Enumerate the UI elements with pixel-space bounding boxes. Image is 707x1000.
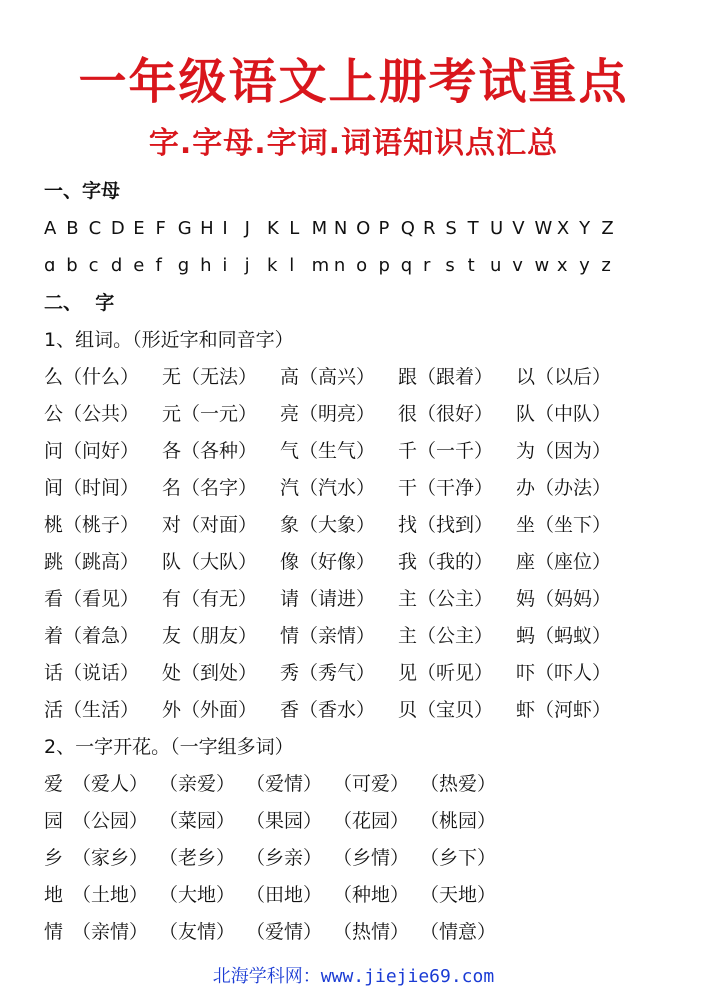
word-cell: （情意） bbox=[420, 921, 497, 943]
uppercase-letter: I bbox=[222, 218, 228, 239]
uppercase-letter: H bbox=[200, 218, 214, 239]
lowercase-letter: d bbox=[110, 255, 123, 276]
uppercase-letters bbox=[44, 216, 624, 242]
uppercase-letter: M bbox=[311, 218, 328, 239]
lowercase-letter: n bbox=[333, 255, 346, 276]
word-cell: （乡亲） bbox=[246, 847, 323, 869]
uppercase-letter: L bbox=[289, 218, 300, 239]
word-cell: 找（找到） bbox=[398, 514, 494, 536]
word-cell: 汽（汽水） bbox=[280, 477, 376, 499]
word-cell: （桃园） bbox=[420, 810, 497, 832]
one-character-blossom-heading: 2、一字开花。（一字组多词） bbox=[44, 736, 294, 758]
lowercase-letter: x bbox=[556, 255, 568, 276]
word-cell: 问（问好） bbox=[44, 440, 140, 462]
word-cell: 见（听见） bbox=[398, 662, 494, 684]
lowercase-letter: c bbox=[88, 255, 99, 276]
word-cell: （天地） bbox=[420, 884, 497, 906]
lowercase-letter: g bbox=[177, 255, 190, 276]
word-cell: （亲情） bbox=[72, 921, 149, 943]
word-cell: （热情） bbox=[333, 921, 410, 943]
uppercase-letter: X bbox=[556, 218, 570, 239]
word-cell: 元（一元） bbox=[162, 403, 258, 425]
section-characters-heading: 二、 字 bbox=[44, 292, 115, 314]
word-cell: 坐（坐下） bbox=[516, 514, 612, 536]
word-cell: （亲爱） bbox=[159, 773, 236, 795]
uppercase-letter: A bbox=[44, 218, 57, 239]
section-letters-heading: 一、字母 bbox=[44, 180, 121, 202]
word-cell: 公（公共） bbox=[44, 403, 140, 425]
word-cell: 名（名字） bbox=[162, 477, 258, 499]
head-character: 园 bbox=[44, 810, 64, 832]
lowercase-letters bbox=[44, 253, 624, 279]
word-cell: 有（有无） bbox=[162, 588, 258, 610]
uppercase-letter: N bbox=[333, 218, 348, 239]
word-cell: 秀（秀气） bbox=[280, 662, 376, 684]
word-cell: 像（好像） bbox=[280, 551, 376, 573]
footer bbox=[0, 964, 707, 990]
word-cell: （爱人） bbox=[72, 773, 149, 795]
word-cell: 队（中队） bbox=[516, 403, 612, 425]
uppercase-letter: T bbox=[467, 218, 479, 239]
word-cell: 办（办法） bbox=[516, 477, 612, 499]
uppercase-letter: G bbox=[177, 218, 192, 239]
word-cell: 着（着急） bbox=[44, 625, 140, 647]
page-title: 一年级语文上册考试重点 bbox=[78, 54, 629, 110]
word-cell: 亮（明亮） bbox=[280, 403, 376, 425]
uppercase-letter: S bbox=[445, 218, 457, 239]
word-cell: 为（因为） bbox=[516, 440, 612, 462]
word-cell: （热爱） bbox=[420, 773, 497, 795]
word-cell: 我（我的） bbox=[398, 551, 494, 573]
lowercase-letter: t bbox=[467, 255, 475, 276]
word-cell: （乡情） bbox=[333, 847, 410, 869]
uppercase-letter: U bbox=[489, 218, 504, 239]
word-cell: 很（很好） bbox=[398, 403, 494, 425]
lowercase-letter: r bbox=[423, 255, 431, 276]
uppercase-letter: O bbox=[356, 218, 371, 239]
lowercase-letter: k bbox=[266, 255, 278, 276]
lowercase-letter: v bbox=[512, 255, 523, 276]
lowercase-letter: p bbox=[378, 255, 390, 276]
word-cell: 间（时间） bbox=[44, 477, 140, 499]
word-cell: 无（无法） bbox=[162, 366, 258, 388]
head-character: 地 bbox=[44, 884, 64, 906]
lowercase-letter: y bbox=[579, 255, 590, 276]
footer-label: 北海学科网： bbox=[212, 966, 321, 987]
word-cell: （花园） bbox=[333, 810, 410, 832]
word-cell: 看（看见） bbox=[44, 588, 140, 610]
lowercase-letter: j bbox=[244, 255, 250, 276]
word-cell: （可爱） bbox=[333, 773, 410, 795]
lowercase-letter: q bbox=[400, 255, 413, 276]
word-cell: 桃（桃子） bbox=[44, 514, 140, 536]
lowercase-letter: l bbox=[289, 255, 295, 276]
uppercase-letter: B bbox=[66, 218, 79, 239]
word-cell: 话（说话） bbox=[44, 662, 140, 684]
head-character: 爱 bbox=[44, 773, 64, 795]
word-cell: （种地） bbox=[333, 884, 410, 906]
uppercase-letter: P bbox=[378, 218, 390, 239]
word-cell: 外（外面） bbox=[162, 699, 258, 721]
uppercase-letter: F bbox=[155, 218, 166, 239]
word-cell: 么（什么） bbox=[44, 366, 140, 388]
lowercase-letter: e bbox=[133, 255, 145, 276]
word-cell: 千（一千） bbox=[398, 440, 494, 462]
uppercase-letter: R bbox=[423, 218, 436, 239]
lowercase-letter: s bbox=[445, 255, 455, 276]
page-subtitle: 字.字母.字词.词语知识点汇总 bbox=[148, 126, 559, 161]
word-cell: 主（公主） bbox=[398, 588, 494, 610]
word-cell: 蚂（蚂蚁） bbox=[516, 625, 612, 647]
uppercase-letter: Q bbox=[400, 218, 415, 239]
lowercase-letter: u bbox=[489, 255, 502, 276]
head-character: 情 bbox=[44, 921, 64, 943]
word-cell: （爱情） bbox=[246, 773, 323, 795]
uppercase-letter: D bbox=[110, 218, 125, 239]
word-cell: 跟（跟着） bbox=[398, 366, 494, 388]
word-cell: 各（各种） bbox=[162, 440, 258, 462]
word-cell: 虾（河虾） bbox=[516, 699, 612, 721]
uppercase-letter: W bbox=[534, 218, 553, 239]
word-cell: 吓（吓人） bbox=[516, 662, 612, 684]
uppercase-letter: E bbox=[133, 218, 145, 239]
word-cell: （乡下） bbox=[420, 847, 497, 869]
footer-url[interactable]: www.jiejie69.com bbox=[320, 966, 495, 987]
word-cell: （果园） bbox=[246, 810, 323, 832]
lowercase-letter: h bbox=[200, 255, 212, 276]
word-cell: 主（公主） bbox=[398, 625, 494, 647]
word-cell: 对（对面） bbox=[162, 514, 258, 536]
word-cell: 活（生活） bbox=[44, 699, 140, 721]
word-cell: 干（干净） bbox=[398, 477, 494, 499]
uppercase-letter: K bbox=[266, 218, 279, 239]
word-cell: 香（香水） bbox=[280, 699, 376, 721]
word-cell: 队（大队） bbox=[162, 551, 258, 573]
head-character: 乡 bbox=[44, 847, 64, 869]
word-cell: （田地） bbox=[246, 884, 323, 906]
word-cell: 气（生气） bbox=[280, 440, 376, 462]
word-cell: 以（以后） bbox=[516, 366, 612, 388]
word-cell: （爱情） bbox=[246, 921, 323, 943]
word-cell: （家乡） bbox=[72, 847, 149, 869]
uppercase-letter: Z bbox=[601, 218, 614, 239]
word-cell: 处（到处） bbox=[162, 662, 258, 684]
uppercase-letter: J bbox=[244, 218, 250, 239]
lowercase-letter: f bbox=[155, 255, 162, 276]
word-group-heading: 1、组词。（形近字和同音字） bbox=[44, 329, 294, 351]
word-cell: 友（朋友） bbox=[162, 625, 258, 647]
word-cell: 象（大象） bbox=[280, 514, 376, 536]
word-cell: （土地） bbox=[72, 884, 149, 906]
word-cell: 跳（跳高） bbox=[44, 551, 140, 573]
word-cell: 贝（宝贝） bbox=[398, 699, 494, 721]
word-cell: （菜园） bbox=[159, 810, 236, 832]
lowercase-letter: b bbox=[66, 255, 78, 276]
uppercase-letter: Y bbox=[579, 218, 591, 239]
lowercase-letter: w bbox=[534, 255, 550, 276]
word-cell: 妈（妈妈） bbox=[516, 588, 612, 610]
word-cell: 高（高兴） bbox=[280, 366, 376, 388]
word-cell: （友情） bbox=[159, 921, 236, 943]
lowercase-letter: i bbox=[222, 255, 228, 276]
word-cell: （大地） bbox=[159, 884, 236, 906]
word-cell: （公园） bbox=[72, 810, 149, 832]
word-cell: 座（座位） bbox=[516, 551, 612, 573]
word-cell: （老乡） bbox=[159, 847, 236, 869]
lowercase-letter: o bbox=[356, 255, 368, 276]
uppercase-letter: V bbox=[512, 218, 525, 239]
lowercase-letter: ɑ bbox=[44, 255, 56, 276]
word-cell: 情（亲情） bbox=[280, 625, 376, 647]
lowercase-letter: z bbox=[601, 255, 611, 276]
uppercase-letter: C bbox=[88, 218, 102, 239]
word-cell: 请（请进） bbox=[280, 588, 376, 610]
lowercase-letter: m bbox=[311, 255, 330, 276]
